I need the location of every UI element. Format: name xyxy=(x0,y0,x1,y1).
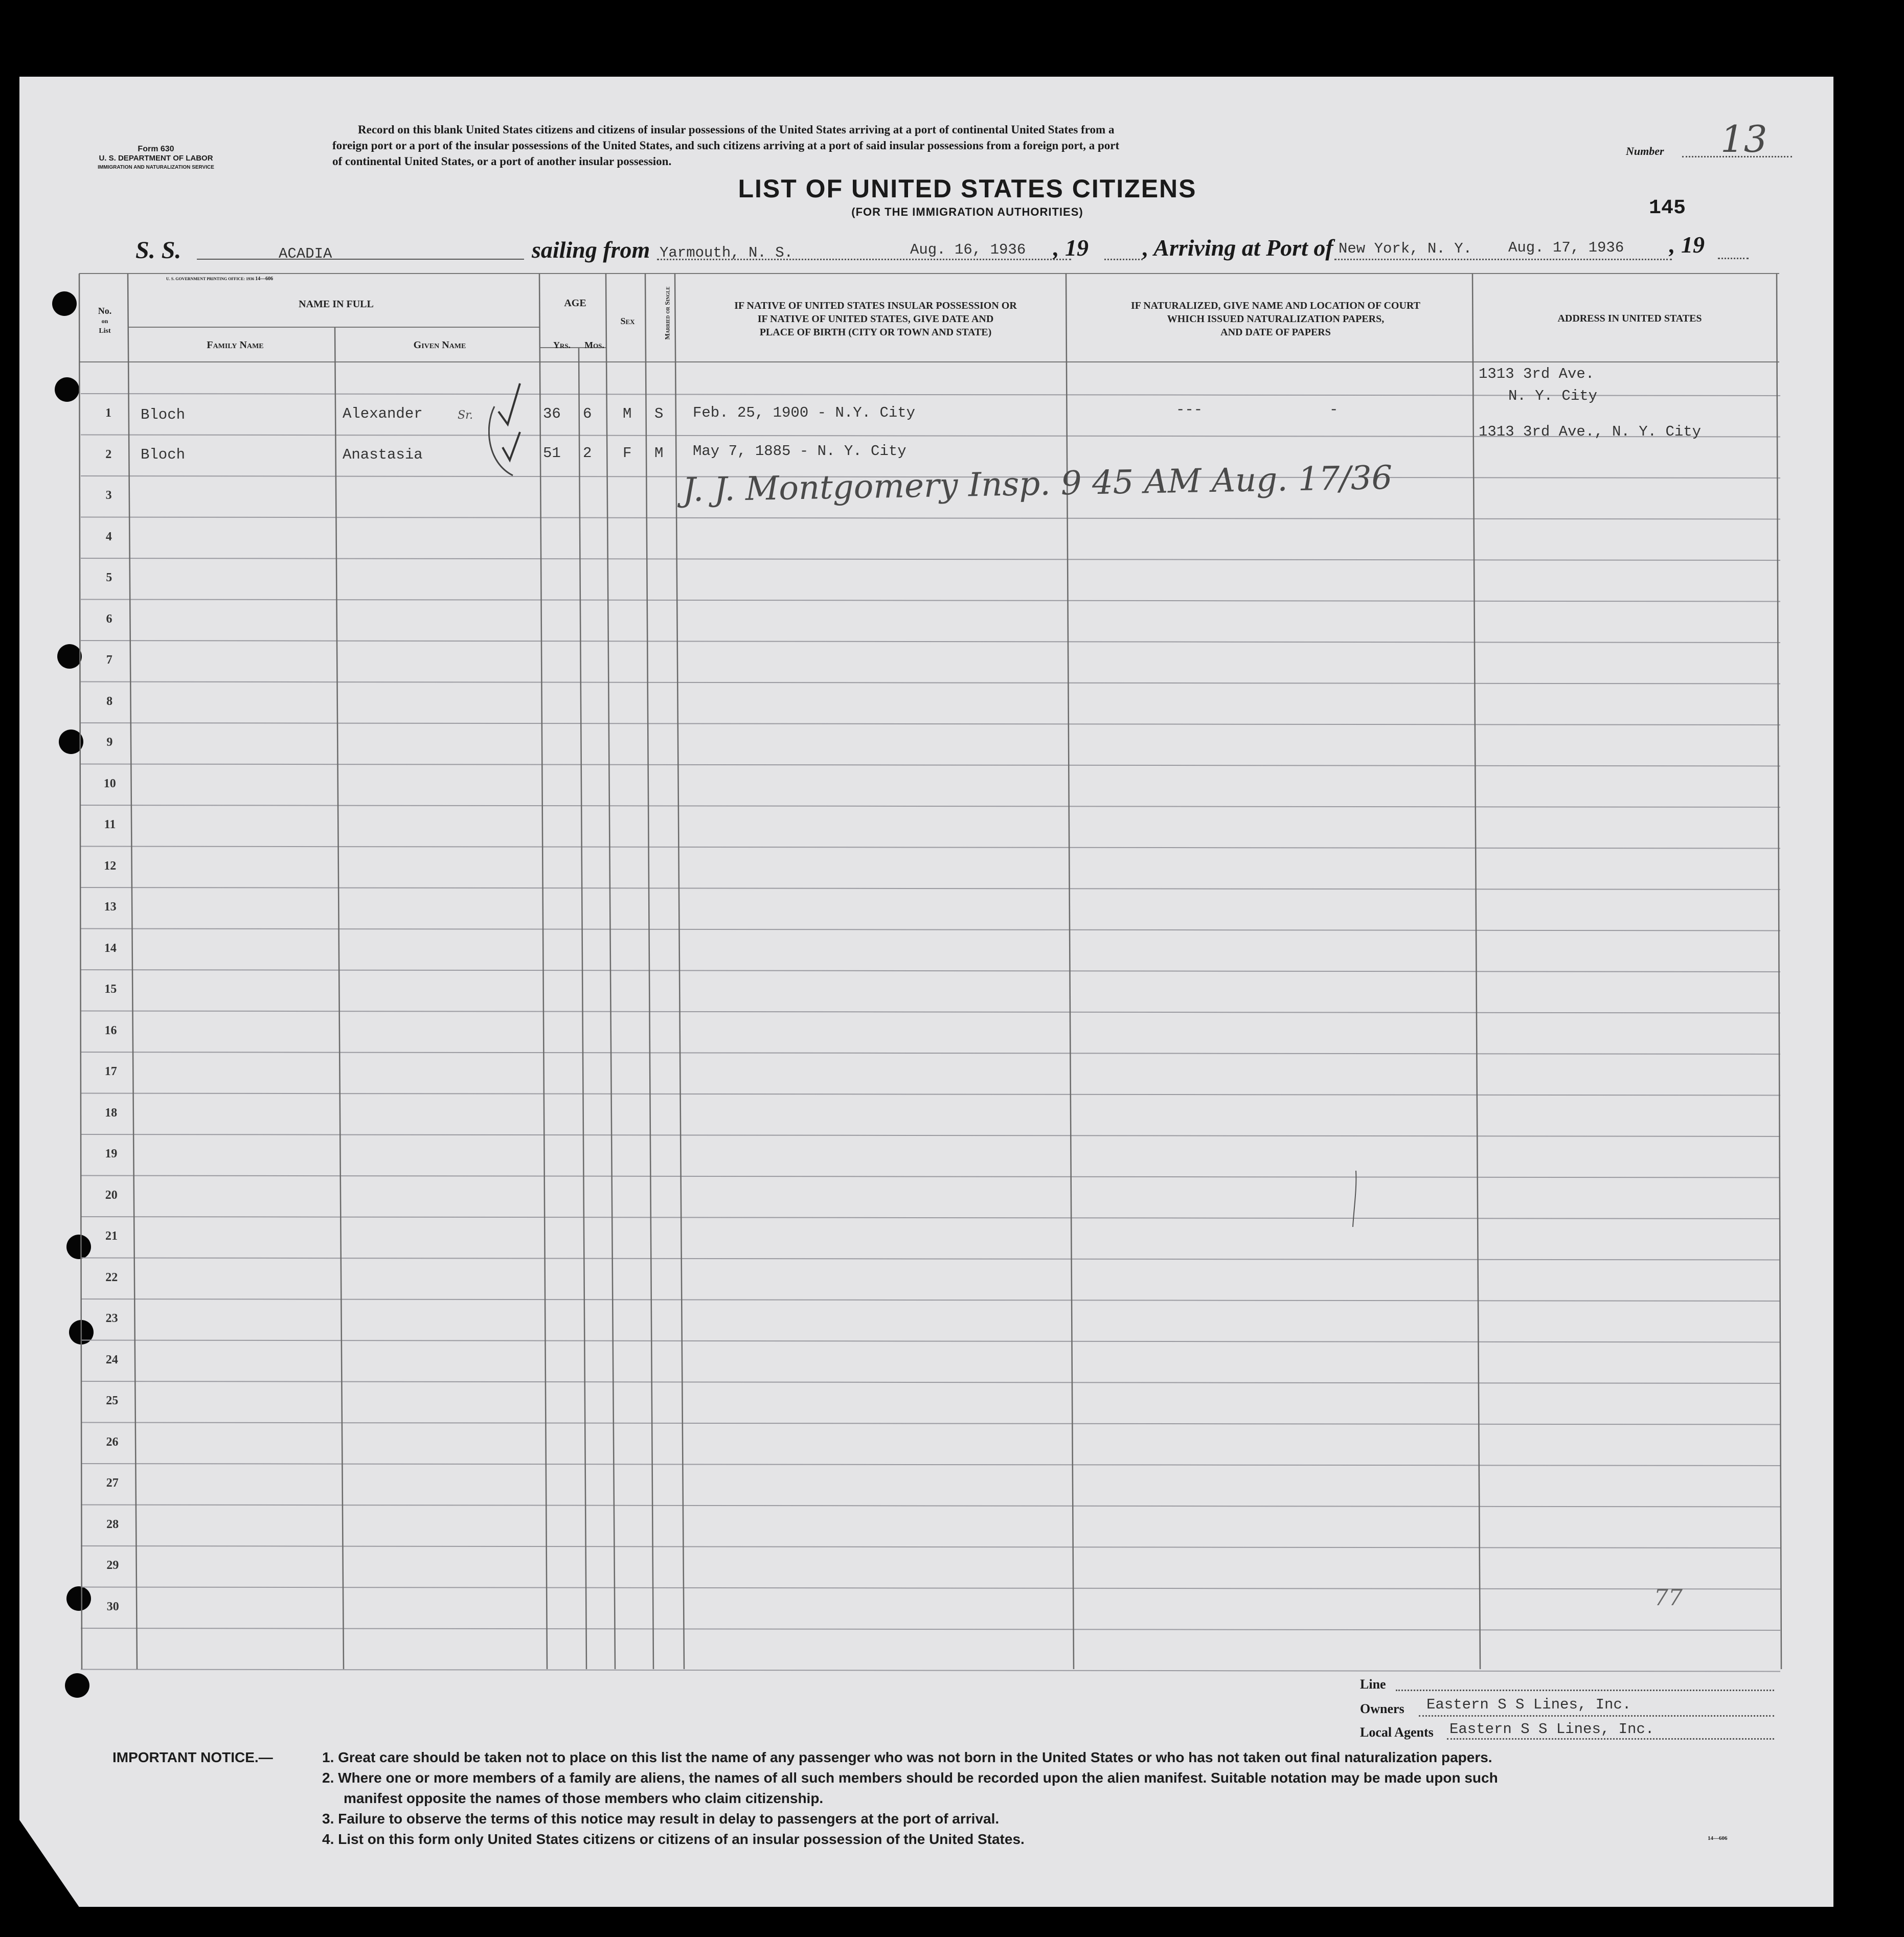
ss-label: S. S. xyxy=(135,237,182,264)
col-yrs: Yrs. xyxy=(553,340,571,350)
mos-1: 6 xyxy=(583,405,592,422)
form-number: Form 630 xyxy=(138,145,174,153)
col-family-name: Family Name xyxy=(207,339,264,351)
row-rule xyxy=(81,1176,1780,1178)
family-name-2: Bloch xyxy=(141,446,186,463)
col-given-name: Given Name xyxy=(413,339,466,351)
row-rule xyxy=(81,1052,1780,1054)
row-rule xyxy=(81,1299,1780,1301)
row-rule xyxy=(81,1587,1780,1589)
row-rule xyxy=(81,1464,1780,1466)
address-1b: N. Y. City xyxy=(1508,388,1598,404)
year-label: , 19 xyxy=(1053,235,1089,261)
row-number: 30 xyxy=(106,1600,119,1613)
row-number: 14 xyxy=(104,941,117,955)
row-rule xyxy=(81,929,1780,931)
col-age: AGE xyxy=(564,298,586,309)
form-code: 14—606 xyxy=(1708,1835,1728,1841)
sex-2: F xyxy=(623,445,632,462)
col-no: No. on List xyxy=(98,306,112,335)
notice-item: 2. Where one or more members of a family are aliens, the names of all such members should be recorded upon the alien manifest. Suitable notation may be made upon such xyxy=(322,1770,1498,1786)
row-number: 6 xyxy=(106,612,112,626)
ship-name: ACADIA xyxy=(279,245,332,262)
row-number: 20 xyxy=(105,1188,118,1202)
row-number: 17 xyxy=(104,1065,117,1078)
row-number: 26 xyxy=(106,1435,119,1449)
notice-item: manifest opposite the names of those members who claim citizenship. xyxy=(344,1790,824,1806)
margin-mark: 77 xyxy=(1654,1585,1683,1611)
arrival-port: New York, N. Y. xyxy=(1339,240,1472,257)
row-number: 27 xyxy=(106,1476,119,1490)
owners-label: Owners xyxy=(1360,1701,1404,1716)
row-rule xyxy=(81,723,1780,725)
yrs-2: 51 xyxy=(543,445,561,462)
instruction-line: Record on this blank United States citizens and citizens of insular possessions of the United States arriving at a port of continental United States from a xyxy=(358,123,1115,136)
row-number: 9 xyxy=(106,736,113,749)
notice-item: 1. Great care should be taken not to place on this list the name of any passenger who was not born in the United States or who has not taken out final naturalization papers. xyxy=(322,1749,1492,1765)
birth-2: May 7, 1885 - N. Y. City xyxy=(693,443,906,460)
row-rule xyxy=(81,1093,1780,1096)
mos-2: 2 xyxy=(583,445,592,462)
row-rule xyxy=(81,1217,1780,1219)
family-name-1: Bloch xyxy=(141,406,186,423)
row-number: 3 xyxy=(105,489,112,502)
page-subtitle: (FOR THE IMMIGRATION AUTHORITIES) xyxy=(851,206,1083,218)
row-rule xyxy=(81,558,1780,560)
owners-value: Eastern S S Lines, Inc. xyxy=(1426,1696,1631,1713)
row-number: 1 xyxy=(105,406,111,420)
row-rule xyxy=(81,887,1780,890)
page-title: LIST OF UNITED STATES CITIZENS xyxy=(738,174,1197,203)
row-rule xyxy=(81,970,1780,972)
birth-1: Feb. 25, 1900 - N.Y. City xyxy=(693,404,916,421)
col-address: ADDRESS IN UNITED STATES xyxy=(1557,313,1702,324)
row-number: 2 xyxy=(105,447,112,461)
given-name-1: Alexander xyxy=(343,405,423,422)
row-number: 15 xyxy=(104,983,117,996)
instruction-line: foreign port or a port of the insular possessions of the United States, and such citizens arriving at a port of said insular possessions from a foreign port, a port xyxy=(332,139,1120,152)
row-number: 12 xyxy=(104,859,117,873)
notice-list xyxy=(322,1747,1805,1850)
page-stamp: 145 xyxy=(1649,197,1686,220)
col-name-in-full: NAME IN FULL xyxy=(299,299,374,310)
notice-label: IMPORTANT NOTICE.— xyxy=(112,1749,273,1765)
row-rule xyxy=(81,1134,1780,1136)
agents-label: Local Agents xyxy=(1360,1725,1434,1740)
row-number: 29 xyxy=(106,1559,119,1572)
agents-line xyxy=(1447,1738,1774,1740)
line-line xyxy=(1396,1690,1774,1691)
row-number: 5 xyxy=(106,571,112,584)
owners-line xyxy=(1419,1715,1774,1717)
row-rule xyxy=(81,847,1780,849)
notice-item: 4. List on this form only United States citizens or citizens of an insular possession of the United States. xyxy=(322,1831,1025,1847)
row-rule xyxy=(81,1546,1780,1548)
row-number: 16 xyxy=(104,1023,117,1037)
pen-mark xyxy=(1350,1168,1365,1229)
line-label: Line xyxy=(1360,1677,1386,1692)
arrive-date: Aug. 17, 1936 xyxy=(1508,239,1624,256)
marital-1: S xyxy=(654,405,664,422)
col-mos: Mos. xyxy=(584,340,604,350)
row-rule xyxy=(81,1423,1780,1425)
row-number: 24 xyxy=(105,1353,118,1366)
arriving-label: , Arriving at Port of xyxy=(1143,235,1333,261)
row-rule xyxy=(81,1381,1780,1383)
depart-date: Aug. 16, 1936 xyxy=(910,241,1026,258)
row-number: 19 xyxy=(105,1147,118,1160)
sailing-label: sailing from xyxy=(532,237,650,263)
row-number: 7 xyxy=(106,653,112,667)
number-label: Number xyxy=(1626,145,1664,157)
row-number: 21 xyxy=(105,1229,118,1243)
marital-2: M xyxy=(654,445,664,462)
row-number: 23 xyxy=(105,1312,118,1325)
col-native: IF NATIVE OF UNITED STATES INSULAR POSSESSION OR IF NATIVE OF UNITED STATES, GIVE DATE AND PLACE OF BIRTH (CITY OR TOWN AND STATE) xyxy=(734,300,1017,338)
row-rule xyxy=(81,682,1780,684)
department: U. S. DEPARTMENT OF LABOR xyxy=(99,154,213,163)
row-rule xyxy=(81,1258,1780,1260)
row-rule xyxy=(81,764,1780,766)
row-rule xyxy=(81,641,1780,643)
row-rule xyxy=(81,805,1780,807)
row-number: 11 xyxy=(104,818,116,831)
row-number: 8 xyxy=(106,694,113,708)
naturalized-1a: --- xyxy=(1176,401,1203,418)
row-number: 28 xyxy=(106,1517,119,1531)
row-rule xyxy=(81,1340,1780,1342)
year-label-2: , 19 xyxy=(1669,232,1705,258)
given-name-2: Anastasia xyxy=(343,446,423,463)
col-married-single: Married or Single xyxy=(663,286,671,340)
col-naturalized: IF NATURALIZED, GIVE NAME AND LOCATION OF COURT WHICH ISSUED NATURALIZATION PAPERS, AND DATE OF PAPERS xyxy=(1130,300,1420,338)
row-rule xyxy=(81,1505,1780,1507)
row-rule xyxy=(81,600,1780,602)
row-number: 22 xyxy=(105,1270,118,1284)
checkmark-icon xyxy=(488,376,534,483)
row-number: 18 xyxy=(105,1106,118,1120)
row-rule xyxy=(81,1628,1780,1630)
address-2: 1313 3rd Ave., N. Y. City xyxy=(1479,423,1702,440)
row-number: 10 xyxy=(103,777,116,790)
row-number: 13 xyxy=(104,900,117,914)
inspector-signature: J. J. Montgomery Insp. 9 45 AM Aug. 17/36 xyxy=(682,459,1393,510)
row-number: 25 xyxy=(106,1394,119,1407)
address-1a: 1313 3rd Ave. xyxy=(1479,366,1595,382)
row-rule xyxy=(81,1011,1780,1013)
number-value: 13 xyxy=(1720,118,1767,161)
naturalized-1b: - xyxy=(1329,401,1339,418)
row-rule xyxy=(81,1670,1780,1672)
service: IMMIGRATION AND NATURALIZATION SERVICE xyxy=(98,165,214,170)
instruction-line: of continental United States, or a port of another insular possession. xyxy=(332,155,672,168)
row-number: 4 xyxy=(105,530,112,543)
col-sex: Sex xyxy=(620,316,635,326)
sex-1: M xyxy=(623,405,632,422)
folded-corner xyxy=(19,1820,81,1909)
from-port: Yarmouth, N. S. xyxy=(660,244,794,261)
agents-value: Eastern S S Lines, Inc. xyxy=(1449,1721,1654,1738)
given-note-1: Sr. xyxy=(458,409,473,422)
yrs-1: 36 xyxy=(543,405,561,422)
printing-office: U. S. GOVERNMENT PRINTING OFFICE: 1936 14—606 xyxy=(166,276,274,282)
notice-item: 3. Failure to observe the terms of this notice may result in delay to passengers at the port of arrival. xyxy=(322,1811,1000,1827)
